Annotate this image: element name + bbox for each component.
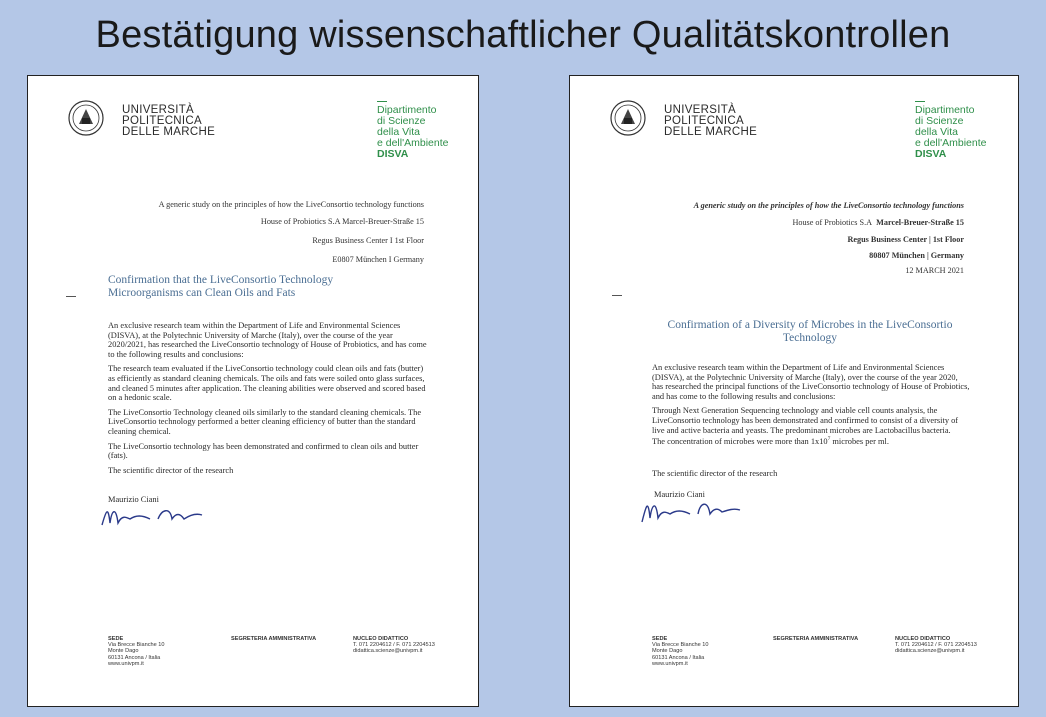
signer-name: Maurizio Ciani (654, 490, 705, 499)
signature-image (98, 501, 228, 531)
signature-image (638, 494, 768, 526)
department-name: Dipartimento di Scienze della Vita e dell'Ambiente DISVA (377, 101, 448, 160)
footer-sede: SEDE Via Brecce Bianche 10 Monte Dago 60131 Ancona / Italia www.univpm.it (108, 636, 165, 667)
university-seal-icon (68, 100, 104, 136)
university-seal-icon (610, 100, 646, 136)
city-line: E0807 München I Germany (332, 255, 424, 264)
fold-mark (66, 296, 76, 297)
letter-date: 12 MARCH 2021 (905, 266, 964, 275)
university-name: UNIVERSITÀ POLITECNICA DELLE MARCHE (122, 104, 216, 138)
footer-segreteria: SEGRETERIA AMMINISTRATIVA (773, 636, 859, 642)
recipient-line: House of Probiotics S.A Marcel-Breuer-Straße 15 (792, 218, 964, 227)
signer-name: Maurizio Ciani (108, 495, 159, 504)
letter-body: An exclusive research team within the Department of Life and Environmental Sciences (DISVA), at the Polytechnic University of Marche (Italy), over the course of the year 2020, has researched the principal functions of the LiveConsortio technology of House of Probiotics, and has come to the following results and conclusions: Through Next Generation Sequencing technology and viable cell counts analysis, the LiveConsortio technology has been demonstrated and confirmed to consist of a diversity of live and active bacteria and yeasts. The predominant microbes are Lactobacillus bacteria. The concentration of microbes were more than $1x10^7$ microbes per ml. (652, 363, 970, 446)
director-line: The scientific director of the research (652, 469, 778, 478)
footer-segreteria: SEGRETERIA AMMINISTRATIVA (231, 636, 317, 642)
letter-heading: Confirmation of a Diversity of Microbes in the LiveConsortio Technology (667, 319, 953, 344)
university-name: UNIVERSITÀ POLITECNICA DELLE MARCHE (664, 104, 758, 138)
footer-nucleo: NUCLEO DIDATTICO T. 071 2204612 / F. 071 2204513 didattica.scienze@univpm.it (895, 636, 977, 655)
letter-body: An exclusive research team within the Department of Life and Environmental Sciences (DISVA), at the Polytechnic University of Marche (Italy), over the course of the year 2020/2021, has researched the LiveConsortio technology of House of Probiotics, and has come to the following results and conclusions: The research team evaluated if the LiveConsortio technology could clean oils and fats (butter) as efficiently as standard cleaning chemicals. The oils and fats were soiled onto glass surfaces, and cleaned 5 minutes after application. The cleaning abilities were observed and scored based on a hedonic scale. The LiveConsortio Technology cleaned oils similarly to the standard cleaning chemicals. The LiveConsortio technology performed a better cleaning efficiency of butter than the standard cleaning chemical. The LiveConsortio technology has been demonstrated and confirmed to clean oils and butter (fats). The scientific director of the research (108, 321, 427, 475)
building-line: Regus Business Center I 1st Floor (312, 236, 424, 245)
slide-title: Bestätigung wissenschaftlicher Qualitätskontrollen (95, 14, 951, 56)
confirmation-letter-oils-fats (27, 75, 479, 707)
recipient-line: House of Probiotics S.A Marcel-Breuer-Straße 15 (260, 217, 424, 226)
department-name: Dipartimento di Scienze della Vita e dell'Ambiente DISVA (915, 101, 986, 160)
building-line: Regus Business Center | 1st Floor (847, 235, 964, 244)
study-line: A generic study on the principles of how the LiveConsortio technology functions (158, 200, 424, 209)
city-line: 80807 München | Germany (869, 251, 964, 260)
letter-heading: Confirmation that the LiveConsortio Technology Microorganisms can Clean Oils and Fats (108, 274, 334, 299)
footer-sede: SEDE Via Brecce Bianche 10 Monte Dago 60131 Ancona / Italia www.univpm.it (652, 636, 709, 667)
fold-mark (612, 295, 622, 296)
study-line: A generic study on the principles of how the LiveConsortio technology functions (693, 201, 964, 210)
confirmation-letter-microbes (569, 75, 1019, 707)
footer-nucleo: NUCLEO DIDATTICO T. 071 2204612 / F. 071 2204513 didattica.scienze@univpm.it (353, 636, 435, 655)
